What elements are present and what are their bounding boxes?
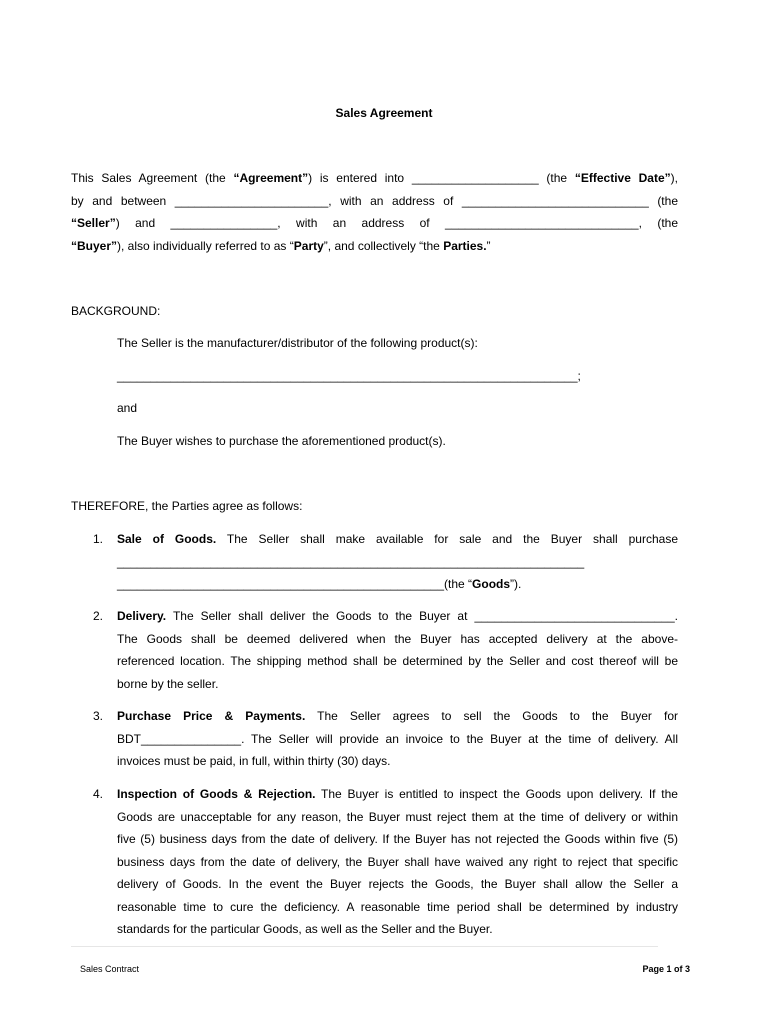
intro-text: ), also individually referred to as “ (117, 238, 294, 253)
clause-number: 2. (93, 609, 104, 623)
intro-text: ) is entered into ___________________ (the (308, 171, 575, 185)
clause-line (117, 705, 678, 728)
clause-line: ______________________________________________________________________ (117, 554, 585, 569)
clause-number: 1. (93, 532, 104, 546)
clause-line (117, 605, 678, 628)
intro-text: ” (486, 238, 491, 253)
term-agreement: “Agreement” (233, 171, 309, 185)
clause-line: BDT_______________. The Seller will provide an invoice to the Buyer at the time of delivery. All (117, 731, 678, 746)
clause-text: The Seller shall make available for sale and the Buyer shall purchase (216, 532, 678, 546)
clause-line (117, 528, 678, 551)
intro-text: ”, and collectively “the (323, 238, 444, 253)
clause-line: The Goods shall be deemed delivered when the Buyer has accepted delivery at the above- (117, 631, 678, 646)
therefore-line: THEREFORE, the Parties agree as follows: (71, 499, 303, 513)
intro-line-3 (71, 212, 678, 235)
intro-text: This Sales Agreement (the (71, 171, 234, 185)
background-seller-line: The Seller is the manufacturer/distributor of the following product(s): (117, 336, 478, 350)
background-heading: BACKGROUND: (71, 304, 161, 318)
term-seller: “Seller” (71, 216, 116, 230)
background-buyer-line: The Buyer wishes to purchase the aforementioned product(s). (117, 434, 446, 448)
document-title: Sales Agreement (335, 106, 433, 120)
term-parties: Parties. (443, 238, 487, 253)
intro-text: ), (670, 171, 678, 185)
intro-text: ) and ________________, with an address of _____________________________, (the (115, 216, 678, 230)
clause-line: borne by the seller. (117, 676, 219, 691)
intro-paragraph (71, 167, 678, 257)
clause-line: reasonable time to cure the deficiency. A reasonable time period shall be determined by industry (117, 899, 678, 914)
footer-document-name: Sales Contract (80, 964, 140, 974)
clause-line (117, 783, 678, 806)
clause-line: referenced location. The shipping method shall be determined by the Seller and cost thereof will be (117, 654, 678, 668)
clause-line (117, 573, 678, 596)
clause-text: _________________________________________________(the “ (117, 577, 473, 591)
clause-body (117, 605, 678, 695)
clause-text: The Seller shall deliver the Goods to the Buyer at ______________________________. (166, 609, 678, 623)
clause-line: Goods are unacceptable for any reason, the Buyer must reject them at the time of delivery or within (117, 809, 678, 824)
clause-text: The Buyer is entitled to inspect the Goods upon delivery. If the (315, 787, 678, 801)
clause-line: business days from the date of delivery, the Buyer shall have waived any right to reject that specific (117, 854, 678, 869)
term-goods: Goods (472, 577, 511, 591)
clause-line: invoices must be paid, in full, within thirty (30) days. (117, 754, 391, 768)
term-buyer: “Buyer” (71, 238, 118, 253)
clause-heading: Delivery. (117, 609, 167, 623)
intro-line-1 (71, 167, 678, 190)
intro-line-4 (71, 235, 678, 258)
clause-body (117, 705, 678, 773)
background-blank-line: _____________________________________________________________________; (117, 369, 581, 383)
clause-body (117, 783, 678, 941)
clause-text: The Seller agrees to sell the Goods to the Buyer for (305, 709, 678, 723)
clause-heading: Purchase Price & Payments. (117, 709, 306, 723)
clause-heading: Sale of Goods. (117, 532, 217, 546)
clause-text: ”). (510, 577, 522, 591)
clause-line: delivery of Goods. In the event the Buyer rejects the Goods, the Buyer shall allow the Seller a (117, 877, 678, 891)
clause-line: standards for the particular Goods, as well as the Seller and the Buyer. (117, 922, 493, 936)
background-and: and (117, 401, 138, 415)
footer-page-number: Page 1 of 3 (642, 964, 690, 974)
clause-body (117, 528, 678, 596)
clause-heading: Inspection of Goods & Rejection. (117, 787, 316, 801)
clause-line: five (5) business days from the date of delivery. If the Buyer has not rejected the Goods within five (5) (117, 832, 678, 846)
clause-number: 4. (93, 787, 104, 801)
clause-number: 3. (93, 709, 104, 723)
term-effective-date: “Effective Date” (574, 171, 671, 185)
term-party: Party (293, 238, 324, 253)
intro-line-2: by and between _______________________, with an address of ____________________________ (the (71, 193, 678, 208)
footer-divider (71, 946, 658, 947)
